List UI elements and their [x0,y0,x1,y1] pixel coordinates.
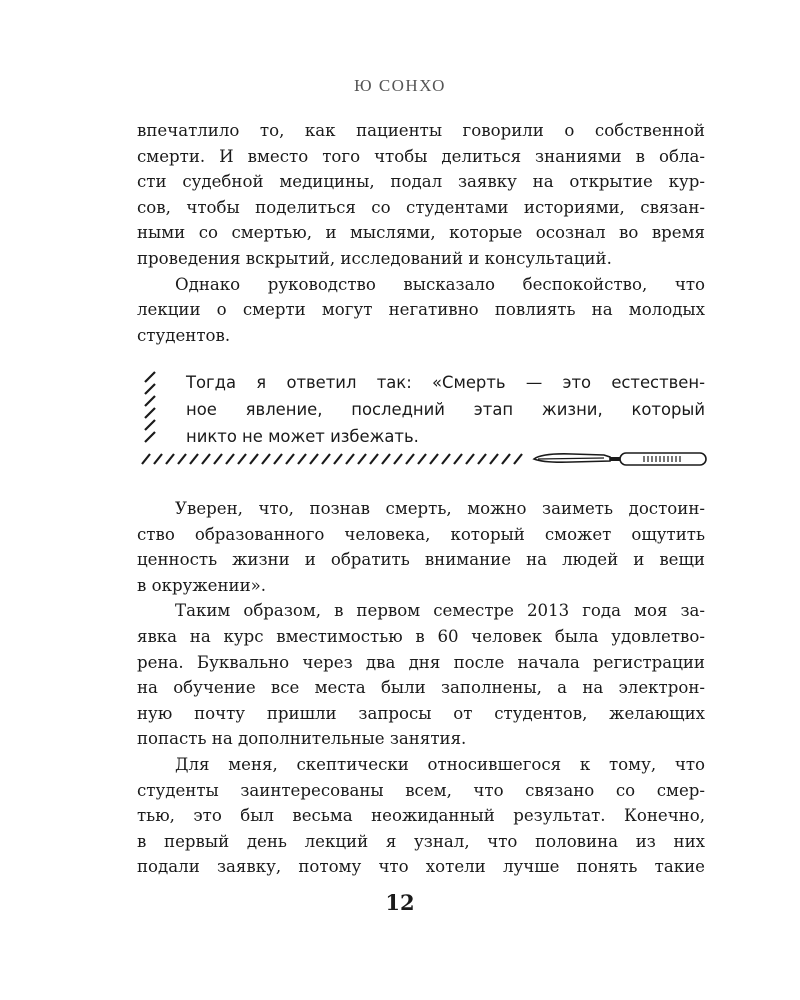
quote-line: никто не может избежать. [186,427,419,446]
text-line: сов, чтобы поделиться со студентами историями, связан- [137,197,705,217]
text-line: ными со смертью, и мыслями, которые осознал во время [137,223,705,243]
diagonal-hatch-icon [140,370,160,450]
text-line: явка на курс вместимостью в 60 человек была удовлетво- [137,626,705,646]
running-head: Ю СОНХО [354,76,446,95]
text-line: проведения вскрытий, исследований и консультаций. [137,248,612,268]
text-line: Для меня, скептически относившегося к тому, что [175,754,705,774]
text-line: студенты заинтересованы всем, что связано со смер- [137,780,705,800]
text-line: ство образованного человека, который сможет ощутить [137,524,705,544]
text-line: рена. Буквально через два дня после начала регистрации [137,652,705,672]
text-line: Уверен, что, познав смерть, можно заиметь достоин- [175,499,705,518]
text-line: смерти. И вместо того чтобы делиться знаниями в обла- [137,146,705,166]
text-line: тью, это был весьма неожиданный результат. Конечно, [137,806,705,826]
quote-line: Тогда я ответил так: «Смерть — это естествен- [186,373,705,392]
quote-line: ное явление, последний этап жизни, который [186,400,705,419]
text-line: подали заявку, потому что хотели лучше понять такие [137,857,705,877]
text-line: сти судебной медицины, подал заявку на открытие кур- [137,172,705,192]
text-line: ценность жизни и обратить внимание на людей и вещи [137,550,705,570]
text-line: студентов. [137,325,231,345]
page-number: 12 [385,890,415,915]
text-line: Однако руководство высказало беспокойство, что [175,274,705,294]
diagonal-hatch-line-icon [140,452,530,466]
text-line: в окружении». [137,575,267,595]
scalpel-icon [532,450,708,468]
pull-quote [186,369,705,450]
text-line: попасть на дополнительные занятия. [137,729,467,749]
body-text-top [137,118,705,348]
body-text-bottom [137,496,705,880]
text-line: в первый день лекций я узнал, что половина из них [137,831,705,851]
text-line: ную почту пришли запросы от студентов, желающих [137,703,705,723]
text-line: Таким образом, в первом семестре 2013 года моя за- [175,601,705,621]
text-line: на обучение все места были заполнены, а на электрон- [137,678,705,698]
text-line: лекции о смерти могут негативно повлиять на молодых [137,300,705,320]
text-line: впечатлило то, как пациенты говорили о собственной [137,121,705,140]
